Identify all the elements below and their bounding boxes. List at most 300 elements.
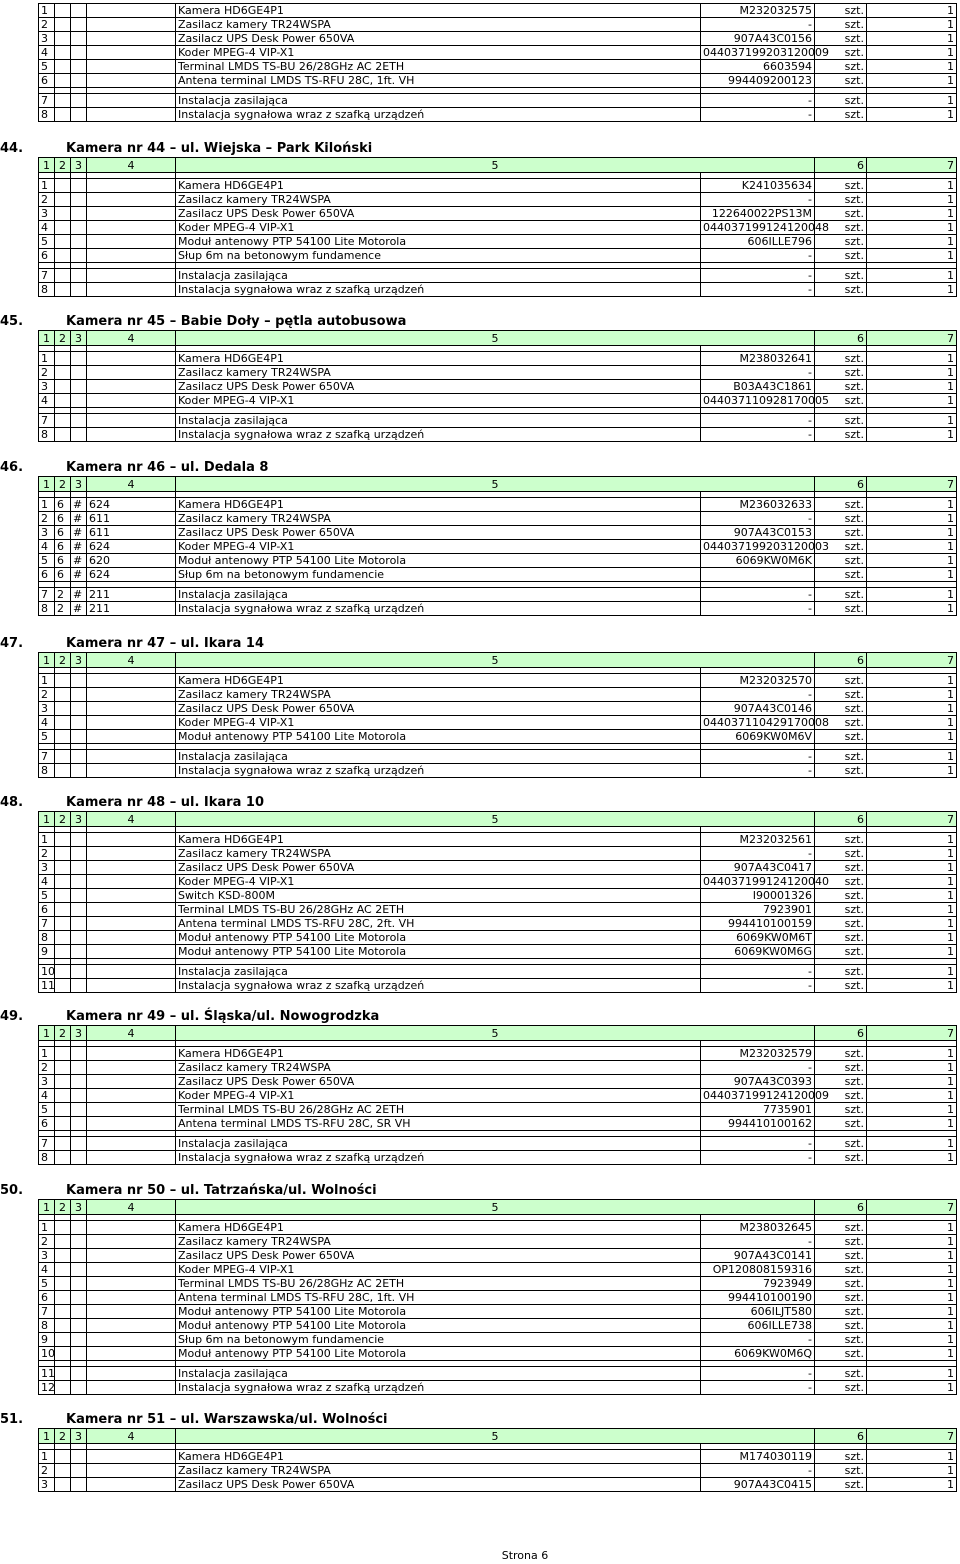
item-col-3 [71, 235, 87, 249]
item-description: Terminal LMDS TS-BU 26/28GHz AC 2ETH [176, 1103, 701, 1117]
item-quantity: 1 [867, 414, 957, 428]
item-unit: szt. [815, 750, 867, 764]
item-col-2 [55, 861, 71, 875]
item-col-3 [71, 108, 87, 122]
table-row [39, 32, 957, 46]
item-description: Moduł antenowy PTP 54100 Lite Motorola [176, 1319, 701, 1333]
item-serial: - [701, 1464, 815, 1478]
item-serial: M238032641 [701, 352, 815, 366]
table-row [39, 1249, 957, 1263]
item-col-4 [87, 861, 176, 875]
item-unit: szt. [815, 833, 867, 847]
section-title: Kamera nr 45 – Babie Doły – pętla autobusowa [66, 314, 407, 329]
item-col-2 [55, 428, 71, 442]
item-number: 3 [39, 207, 55, 221]
item-col-3 [71, 674, 87, 688]
items-table [38, 1428, 957, 1492]
item-quantity: 1 [867, 1464, 957, 1478]
item-description: Instalacja zasilająca [176, 94, 701, 108]
items-table [38, 1025, 957, 1165]
item-description: Antena terminal LMDS TS-RFU 28C, 2ft. VH [176, 917, 701, 931]
item-quantity: 1 [867, 1151, 957, 1165]
item-number: 4 [39, 1263, 55, 1277]
table-row [39, 414, 957, 428]
table-row [39, 498, 957, 512]
header-col-7: 7 [867, 158, 957, 173]
item-unit: szt. [815, 74, 867, 88]
column-header-row [39, 477, 957, 492]
item-col-3 [71, 1061, 87, 1075]
item-col-4: 620 [87, 554, 176, 568]
item-col-4 [87, 889, 176, 903]
item-quantity: 1 [867, 1075, 957, 1089]
item-serial: - [701, 283, 815, 297]
item-col-4 [87, 394, 176, 408]
item-quantity: 1 [867, 1061, 957, 1075]
header-col-1: 1 [39, 158, 55, 173]
item-col-4 [87, 965, 176, 979]
item-description: Zasilacz kamery TR24WSPA [176, 847, 701, 861]
table-row [39, 750, 957, 764]
items-table [38, 157, 957, 297]
section-number: 45. [0, 314, 24, 329]
item-serial: - [701, 428, 815, 442]
item-unit: szt. [815, 394, 867, 408]
item-serial: - [701, 588, 815, 602]
item-number: 7 [39, 414, 55, 428]
section-heading [0, 794, 960, 811]
item-col-4 [87, 1075, 176, 1089]
table-row [39, 1103, 957, 1117]
item-col-2 [55, 945, 71, 959]
items-table [38, 330, 957, 442]
item-number: 7 [39, 1305, 55, 1319]
column-header-row [39, 331, 957, 346]
item-quantity: 1 [867, 60, 957, 74]
item-serial: 606ILJT580 [701, 1305, 815, 1319]
item-col-2 [55, 18, 71, 32]
item-quantity: 1 [867, 1319, 957, 1333]
item-serial: B03A43C1861 [701, 380, 815, 394]
item-col-3 [71, 193, 87, 207]
item-number: 4 [39, 46, 55, 60]
item-quantity: 1 [867, 269, 957, 283]
item-col-4 [87, 1291, 176, 1305]
item-unit: szt. [815, 108, 867, 122]
item-col-2 [55, 1291, 71, 1305]
item-quantity: 1 [867, 207, 957, 221]
item-col-4 [87, 249, 176, 263]
item-col-4 [87, 1347, 176, 1361]
item-col-3 [71, 1277, 87, 1291]
item-number: 1 [39, 833, 55, 847]
item-serial: 606ILLE796 [701, 235, 815, 249]
item-serial: - [701, 979, 815, 993]
item-col-2 [55, 847, 71, 861]
table-row [39, 94, 957, 108]
item-serial: 044037199124120040 [701, 875, 815, 889]
item-number: 3 [39, 1249, 55, 1263]
item-description: Instalacja zasilająca [176, 588, 701, 602]
item-quantity: 1 [867, 283, 957, 297]
item-number: 7 [39, 94, 55, 108]
header-col-1: 1 [39, 477, 55, 492]
item-serial: - [701, 1235, 815, 1249]
item-col-2 [55, 94, 71, 108]
item-col-3 [71, 1047, 87, 1061]
item-serial: 122640022PS13M [701, 207, 815, 221]
item-col-2 [55, 1305, 71, 1319]
item-unit: szt. [815, 764, 867, 778]
table-row [39, 207, 957, 221]
header-col-2: 2 [55, 1200, 71, 1215]
item-quantity: 1 [867, 512, 957, 526]
column-header-row [39, 1200, 957, 1215]
item-quantity: 1 [867, 588, 957, 602]
item-serial: 7923901 [701, 903, 815, 917]
item-col-2 [55, 917, 71, 931]
item-serial: 6069KW0M6T [701, 931, 815, 945]
item-description: Kamera HD6GE4P1 [176, 674, 701, 688]
header-col-3: 3 [71, 1200, 87, 1215]
item-serial: - [701, 18, 815, 32]
item-unit: szt. [815, 1151, 867, 1165]
item-serial: M174030119 [701, 1450, 815, 1464]
item-number: 1 [39, 4, 55, 18]
item-col-2 [55, 269, 71, 283]
item-description: Koder MPEG-4 VIP-X1 [176, 1263, 701, 1277]
item-description: Koder MPEG-4 VIP-X1 [176, 1089, 701, 1103]
item-col-2: 6 [55, 526, 71, 540]
item-col-2 [55, 179, 71, 193]
table-row [39, 1367, 957, 1381]
item-col-3 [71, 833, 87, 847]
header-col-2: 2 [55, 158, 71, 173]
table-row [39, 1319, 957, 1333]
item-quantity: 1 [867, 1347, 957, 1361]
item-description: Zasilacz UPS Desk Power 650VA [176, 861, 701, 875]
item-col-4 [87, 108, 176, 122]
item-col-3 [71, 207, 87, 221]
item-unit: szt. [815, 380, 867, 394]
item-unit: szt. [815, 554, 867, 568]
item-col-3: # [71, 498, 87, 512]
item-number: 8 [39, 283, 55, 297]
section-number: 48. [0, 795, 24, 810]
item-serial: 044037110429170008 [701, 716, 815, 730]
item-description: Switch KSD-800M [176, 889, 701, 903]
item-quantity: 1 [867, 108, 957, 122]
table-row [39, 979, 957, 993]
table-row [39, 1305, 957, 1319]
header-col-6: 6 [815, 477, 867, 492]
item-quantity: 1 [867, 94, 957, 108]
item-number: 2 [39, 1061, 55, 1075]
item-unit: szt. [815, 1089, 867, 1103]
item-number: 4 [39, 540, 55, 554]
item-number: 2 [39, 512, 55, 526]
item-serial: 6069KW0M6K [701, 554, 815, 568]
item-unit: szt. [815, 179, 867, 193]
table-row [39, 1075, 957, 1089]
section-number: 46. [0, 460, 24, 475]
item-col-2: 6 [55, 498, 71, 512]
item-description: Instalacja sygnałowa wraz z szafką urządzeń [176, 1151, 701, 1165]
item-col-4 [87, 1103, 176, 1117]
item-col-2 [55, 1235, 71, 1249]
column-header-row [39, 1429, 957, 1444]
item-col-2 [55, 1333, 71, 1347]
table-row [39, 1117, 957, 1131]
item-col-3 [71, 889, 87, 903]
item-unit: szt. [815, 1291, 867, 1305]
table-row [39, 352, 957, 366]
header-col-1: 1 [39, 1200, 55, 1215]
item-col-2 [55, 1089, 71, 1103]
item-col-2: 6 [55, 568, 71, 582]
item-quantity: 1 [867, 193, 957, 207]
item-quantity: 1 [867, 221, 957, 235]
item-col-3 [71, 46, 87, 60]
item-col-3 [71, 1367, 87, 1381]
header-col-6: 6 [815, 158, 867, 173]
header-col-5: 5 [176, 331, 815, 346]
item-number: 6 [39, 249, 55, 263]
item-number: 3 [39, 1478, 55, 1492]
header-col-2: 2 [55, 1429, 71, 1444]
item-col-2 [55, 1151, 71, 1165]
item-unit: szt. [815, 352, 867, 366]
item-col-2 [55, 414, 71, 428]
items-table [38, 811, 957, 993]
item-col-4 [87, 1047, 176, 1061]
item-number: 2 [39, 193, 55, 207]
item-quantity: 1 [867, 1117, 957, 1131]
header-col-3: 3 [71, 1026, 87, 1041]
item-col-4 [87, 1319, 176, 1333]
item-col-3 [71, 1478, 87, 1492]
item-description: Kamera HD6GE4P1 [176, 179, 701, 193]
section-title: Kamera nr 51 – ul. Warszawska/ul. Wolności [66, 1412, 388, 1427]
item-quantity: 1 [867, 526, 957, 540]
item-unit: szt. [815, 903, 867, 917]
table-row [39, 60, 957, 74]
item-col-4 [87, 1151, 176, 1165]
section-heading [0, 459, 960, 476]
item-col-3 [71, 32, 87, 46]
item-number: 3 [39, 1075, 55, 1089]
item-col-3 [71, 1117, 87, 1131]
table-row [39, 875, 957, 889]
item-quantity: 1 [867, 1103, 957, 1117]
item-serial [701, 568, 815, 582]
item-col-2 [55, 366, 71, 380]
item-description: Instalacja sygnałowa wraz z szafką urządzeń [176, 764, 701, 778]
item-col-4 [87, 1277, 176, 1291]
table-row [39, 108, 957, 122]
header-col-5: 5 [176, 653, 815, 668]
item-number: 2 [39, 688, 55, 702]
section-heading [0, 1411, 960, 1428]
item-col-4 [87, 366, 176, 380]
item-col-3 [71, 366, 87, 380]
item-quantity: 1 [867, 730, 957, 744]
item-description: Zasilacz UPS Desk Power 650VA [176, 207, 701, 221]
item-unit: szt. [815, 46, 867, 60]
item-unit: szt. [815, 269, 867, 283]
item-serial: - [701, 512, 815, 526]
item-col-2 [55, 1347, 71, 1361]
item-number: 8 [39, 1319, 55, 1333]
header-col-4: 4 [87, 1026, 176, 1041]
item-number: 3 [39, 861, 55, 875]
table-row [39, 46, 957, 60]
item-quantity: 1 [867, 249, 957, 263]
item-col-4 [87, 1381, 176, 1395]
item-unit: szt. [815, 193, 867, 207]
table-row [39, 283, 957, 297]
item-quantity: 1 [867, 1089, 957, 1103]
item-col-4 [87, 380, 176, 394]
item-col-2 [55, 221, 71, 235]
item-description: Koder MPEG-4 VIP-X1 [176, 875, 701, 889]
header-col-3: 3 [71, 653, 87, 668]
item-serial: 907A43C0146 [701, 702, 815, 716]
item-serial: 907A43C0153 [701, 526, 815, 540]
table-row [39, 221, 957, 235]
item-quantity: 1 [867, 74, 957, 88]
header-col-6: 6 [815, 331, 867, 346]
table-row [39, 1381, 957, 1395]
item-col-2 [55, 46, 71, 60]
item-col-4 [87, 60, 176, 74]
item-unit: szt. [815, 1075, 867, 1089]
item-quantity: 1 [867, 235, 957, 249]
item-description: Instalacja zasilająca [176, 414, 701, 428]
item-description: Zasilacz kamery TR24WSPA [176, 366, 701, 380]
item-col-2 [55, 60, 71, 74]
section-title: Kamera nr 48 – ul. Ikara 10 [66, 795, 264, 810]
item-unit: szt. [815, 674, 867, 688]
item-unit: szt. [815, 207, 867, 221]
item-col-3 [71, 1464, 87, 1478]
item-number: 6 [39, 74, 55, 88]
item-col-3 [71, 730, 87, 744]
item-number: 2 [39, 18, 55, 32]
section-title: Kamera nr 46 – ul. Dedala 8 [66, 460, 269, 475]
item-col-2 [55, 750, 71, 764]
header-col-1: 1 [39, 1026, 55, 1041]
item-description: Moduł antenowy PTP 54100 Lite Motorola [176, 1347, 701, 1361]
item-col-2 [55, 32, 71, 46]
table-row [39, 366, 957, 380]
item-col-4 [87, 352, 176, 366]
item-col-3 [71, 917, 87, 931]
item-quantity: 1 [867, 1235, 957, 1249]
item-col-3 [71, 1450, 87, 1464]
item-col-2 [55, 730, 71, 744]
item-col-2 [55, 1450, 71, 1464]
table-row [39, 764, 957, 778]
item-col-4 [87, 716, 176, 730]
item-col-4 [87, 1089, 176, 1103]
item-serial: - [701, 249, 815, 263]
item-col-4 [87, 193, 176, 207]
item-number: 5 [39, 730, 55, 744]
item-col-2 [55, 1277, 71, 1291]
item-col-3 [71, 1137, 87, 1151]
items-table [38, 1199, 957, 1395]
item-col-3 [71, 965, 87, 979]
item-description: Terminal LMDS TS-BU 26/28GHz AC 2ETH [176, 1277, 701, 1291]
item-col-3 [71, 74, 87, 88]
item-serial: M232032570 [701, 674, 815, 688]
item-col-3 [71, 179, 87, 193]
header-col-5: 5 [176, 1429, 815, 1444]
item-col-4: 624 [87, 540, 176, 554]
table-row [39, 526, 957, 540]
item-description: Moduł antenowy PTP 54100 Lite Motorola [176, 730, 701, 744]
item-col-2 [55, 1103, 71, 1117]
item-unit: szt. [815, 1249, 867, 1263]
item-description: Zasilacz kamery TR24WSPA [176, 1061, 701, 1075]
item-col-4 [87, 875, 176, 889]
item-col-3 [71, 979, 87, 993]
item-number: 1 [39, 352, 55, 366]
item-col-4 [87, 46, 176, 60]
item-col-3 [71, 702, 87, 716]
column-header-row [39, 158, 957, 173]
item-description: Moduł antenowy PTP 54100 Lite Motorola [176, 931, 701, 945]
item-col-4 [87, 74, 176, 88]
item-col-2 [55, 1263, 71, 1277]
item-col-4 [87, 1137, 176, 1151]
item-serial: - [701, 269, 815, 283]
header-col-2: 2 [55, 331, 71, 346]
table-row [39, 74, 957, 88]
item-unit: szt. [815, 366, 867, 380]
item-col-4 [87, 1235, 176, 1249]
item-quantity: 1 [867, 965, 957, 979]
item-col-2: 2 [55, 602, 71, 616]
table-row [39, 554, 957, 568]
item-unit: szt. [815, 1263, 867, 1277]
item-col-4: 611 [87, 512, 176, 526]
item-col-4 [87, 730, 176, 744]
page-number: Strona 6 [501, 1549, 549, 1562]
item-quantity: 1 [867, 1381, 957, 1395]
header-col-6: 6 [815, 653, 867, 668]
item-description: Kamera HD6GE4P1 [176, 498, 701, 512]
header-col-1: 1 [39, 812, 55, 827]
item-serial: - [701, 108, 815, 122]
item-col-2 [55, 1117, 71, 1131]
item-serial: I90001326 [701, 889, 815, 903]
item-quantity: 1 [867, 1047, 957, 1061]
item-description: Instalacja sygnałowa wraz z szafką urządzeń [176, 1381, 701, 1395]
item-quantity: 1 [867, 1249, 957, 1263]
table-row [39, 1235, 957, 1249]
item-description: Zasilacz UPS Desk Power 650VA [176, 1478, 701, 1492]
item-description: Instalacja sygnałowa wraz z szafką urządzeń [176, 283, 701, 297]
table-row [39, 568, 957, 582]
item-number: 7 [39, 269, 55, 283]
table-row [39, 394, 957, 408]
item-col-3 [71, 1305, 87, 1319]
item-description: Zasilacz kamery TR24WSPA [176, 18, 701, 32]
item-serial: - [701, 414, 815, 428]
item-serial: 994410100190 [701, 1291, 815, 1305]
